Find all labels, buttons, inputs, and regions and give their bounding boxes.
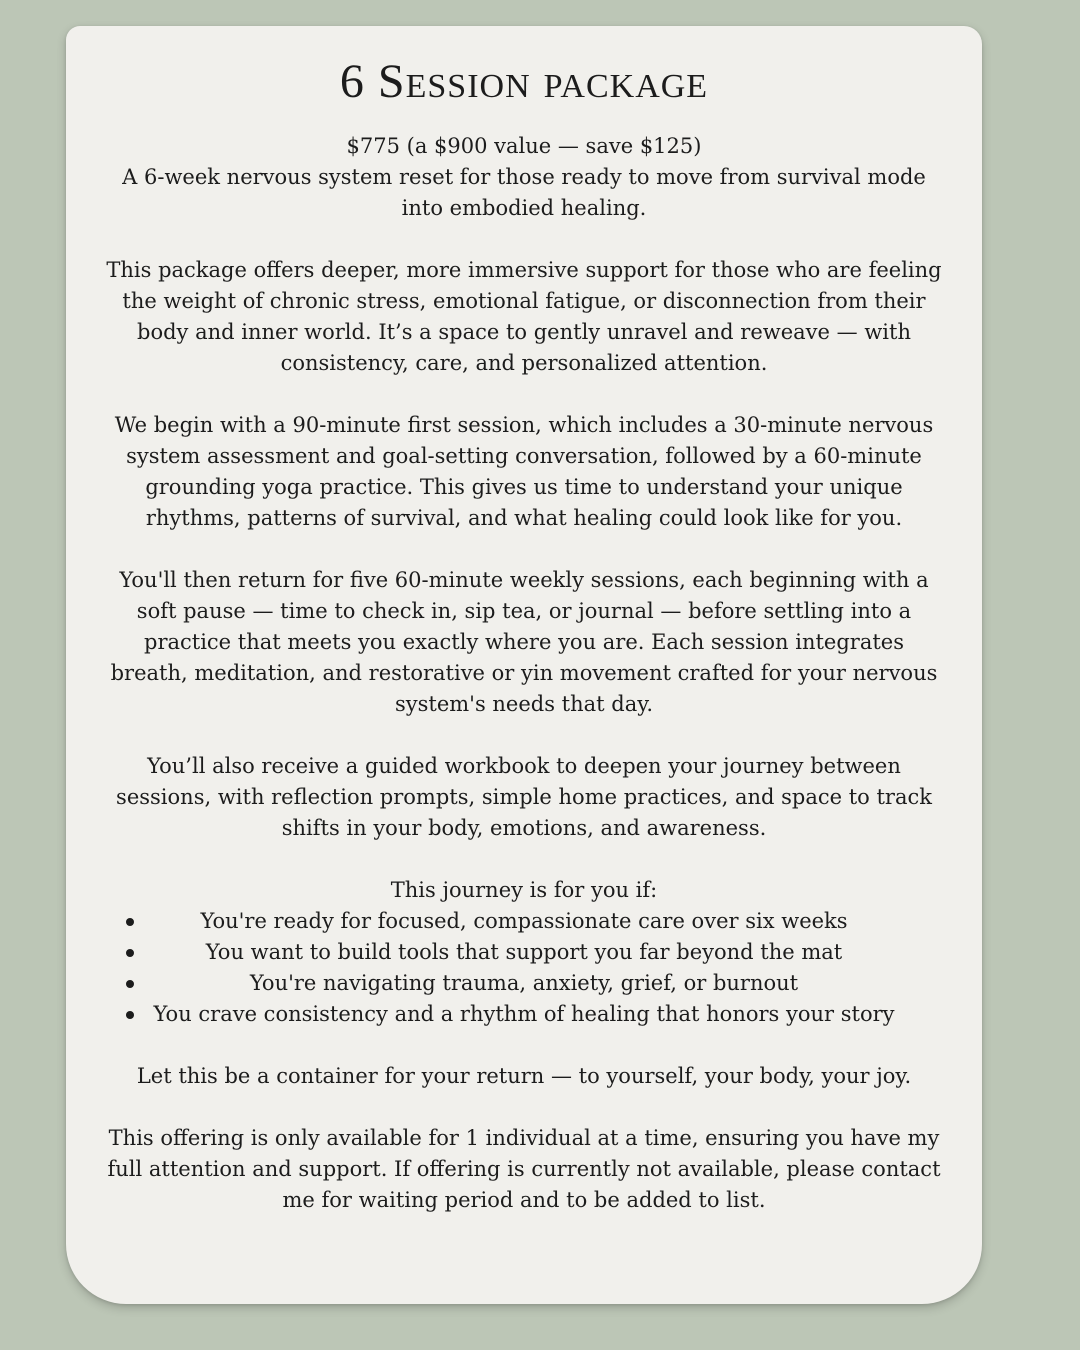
bullet-icon [126, 949, 134, 957]
list-item: You're ready for focused, compassionate care over six weeks [106, 906, 942, 937]
price-line: $775 (a $900 value — save $125) [346, 133, 702, 158]
journey-list [106, 906, 942, 1030]
bullet-icon [126, 918, 134, 926]
journey-heading: This journey is for you if: [390, 877, 658, 902]
availability-text: This offering is only available for 1 individual at a time, ensuring you have my full attention and support. If offering is currently not available, please contact me for waiting period and to be added to list. [107, 1125, 941, 1212]
price-intro-block [106, 131, 942, 224]
page-title: 6 Session package [339, 55, 709, 108]
list-item: You want to build tools that support you far beyond the mat [106, 937, 942, 968]
paragraph-first-session: We begin with a 90-minute first session, which includes a 30-minute nervous system assessment and goal-setting conversation, followed by a 60-minute grounding yoga practice. This gives us time to understand your unique rhythms, patterns of survival, and what healing could look like for you. [114, 412, 934, 530]
list-item: You crave consistency and a rhythm of healing that honors your story [106, 999, 942, 1030]
package-card [66, 26, 982, 1304]
bullet-icon [126, 1011, 134, 1019]
journey-section [106, 875, 942, 1030]
intro-text: A 6-week nervous system reset for those ready to move from survival mode into embodied healing. [122, 164, 926, 220]
bullet-icon [126, 980, 134, 988]
paragraph-support: This package offers deeper, more immersive support for those who are feeling the weight of chronic stress, emotional fatigue, or disconnection from their body and inner world. It’s a space to gently unravel and reweave — with consistency, care, and personalized attention. [106, 257, 942, 375]
paragraph-weekly-sessions: You'll then return for five 60-minute weekly sessions, each beginning with a soft pause — time to check in, sip tea, or journal — before settling into a practice that meets you exactly where you are. Each session integrates breath, meditation, and restorative or yin movement crafted for your nervous system's needs that day. [110, 567, 938, 716]
list-item: You're navigating trauma, anxiety, grief, or burnout [106, 968, 942, 999]
closing-text: Let this be a container for your return — to yourself, your body, your joy. [136, 1063, 912, 1088]
paragraph-workbook: You’ll also receive a guided workbook to deepen your journey between sessions, with reflection prompts, simple home practices, and space to track shifts in your body, emotions, and awareness. [116, 753, 932, 840]
